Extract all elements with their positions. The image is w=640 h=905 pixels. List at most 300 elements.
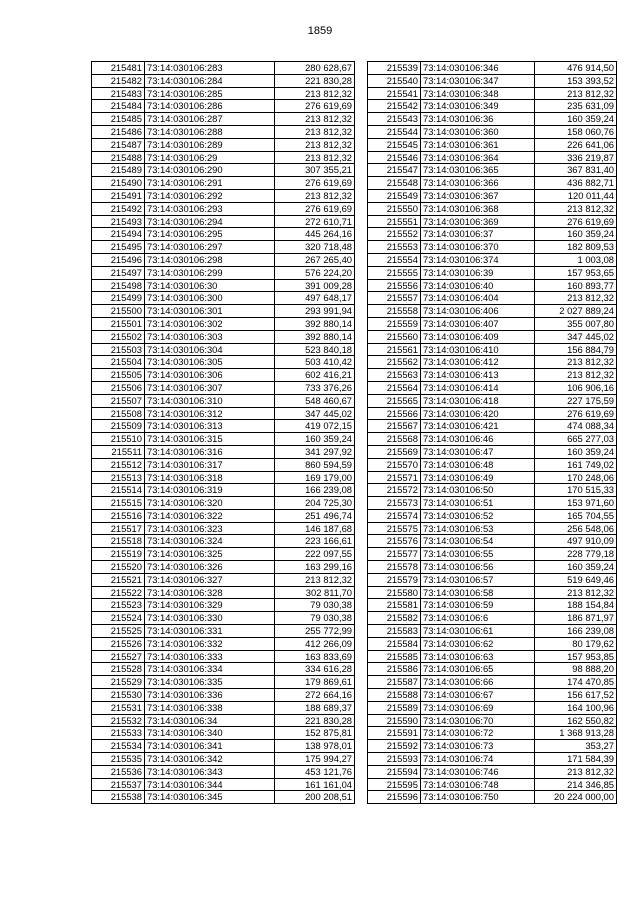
record-number-cell: 215517 — [92, 522, 145, 535]
cadastral-value-cell: 214 346,85 — [535, 778, 617, 791]
record-number-cell: 215490 — [92, 177, 145, 190]
cadastral-value-cell: 548 460,67 — [275, 394, 355, 407]
table-row — [368, 74, 617, 87]
record-number-cell: 215583 — [368, 625, 421, 638]
cadastral-number-cell: 73:14:030106:367 — [421, 189, 535, 202]
table-row — [368, 548, 617, 561]
record-number-cell: 215510 — [92, 433, 145, 446]
cadastral-number-cell: 73:14:030106:370 — [421, 241, 535, 254]
cadastral-value-cell: 165 704,55 — [535, 509, 617, 522]
record-number-cell: 215546 — [368, 151, 421, 164]
cadastral-value-cell: 161 161,04 — [275, 778, 355, 791]
table-row — [92, 189, 355, 202]
cadastral-value-cell: 182 809,53 — [535, 241, 617, 254]
table-row — [92, 100, 355, 113]
cadastral-number-cell: 73:14:030106:30 — [145, 279, 275, 292]
cadastral-value-cell: 157 953,65 — [535, 266, 617, 279]
cadastral-value-cell: 293 991,94 — [275, 305, 355, 318]
record-number-cell: 215584 — [368, 637, 421, 650]
record-number-cell: 215564 — [368, 381, 421, 394]
cadastral-value-cell: 213 812,32 — [535, 292, 617, 305]
record-number-cell: 215548 — [368, 177, 421, 190]
cadastral-number-cell: 73:14:030106:57 — [421, 573, 535, 586]
table-row — [368, 522, 617, 535]
table-row — [92, 509, 355, 522]
record-number-cell: 215592 — [368, 740, 421, 753]
table-row — [92, 765, 355, 778]
cadastral-value-cell: 213 812,32 — [535, 369, 617, 382]
cadastral-number-cell: 73:14:030106:366 — [421, 177, 535, 190]
cadastral-value-cell: 170 248,06 — [535, 471, 617, 484]
cadastral-number-cell: 73:14:030106:348 — [421, 87, 535, 100]
table-row — [92, 87, 355, 100]
table-row — [92, 241, 355, 254]
record-number-cell: 215507 — [92, 394, 145, 407]
record-number-cell: 215524 — [92, 612, 145, 625]
cadastral-value-cell: 503 410,42 — [275, 356, 355, 369]
record-number-cell: 215594 — [368, 765, 421, 778]
table-row — [368, 241, 617, 254]
cadastral-value-cell: 272 610,71 — [275, 215, 355, 228]
cadastral-number-cell: 73:14:030106:361 — [421, 138, 535, 151]
right-register-table — [367, 61, 617, 804]
record-number-cell: 215505 — [92, 369, 145, 382]
cadastral-number-cell: 73:14:030106:310 — [145, 394, 275, 407]
record-number-cell: 215519 — [92, 548, 145, 561]
table-row — [92, 740, 355, 753]
cadastral-value-cell: 223 166,61 — [275, 535, 355, 548]
cadastral-value-cell: 355 007,80 — [535, 317, 617, 330]
record-number-cell: 215513 — [92, 471, 145, 484]
cadastral-number-cell: 73:14:030106:748 — [421, 778, 535, 791]
record-number-cell: 215504 — [92, 356, 145, 369]
table-row — [368, 561, 617, 574]
cadastral-value-cell: 163 299,16 — [275, 561, 355, 574]
cadastral-number-cell: 73:14:030106:328 — [145, 586, 275, 599]
cadastral-number-cell: 73:14:030106:289 — [145, 138, 275, 151]
cadastral-value-cell: 453 121,76 — [275, 765, 355, 778]
cadastral-number-cell: 73:14:030106:300 — [145, 292, 275, 305]
cadastral-value-cell: 276 619,69 — [275, 100, 355, 113]
table-row — [92, 343, 355, 356]
cadastral-value-cell: 228 779,18 — [535, 548, 617, 561]
record-number-cell: 215575 — [368, 522, 421, 535]
cadastral-value-cell: 152 875,81 — [275, 727, 355, 740]
cadastral-value-cell: 221 830,28 — [275, 74, 355, 87]
table-row — [368, 266, 617, 279]
table-row — [368, 676, 617, 689]
record-number-cell: 215554 — [368, 253, 421, 266]
record-number-cell: 215520 — [92, 561, 145, 574]
cadastral-value-cell: 156 617,52 — [535, 689, 617, 702]
record-number-cell: 215593 — [368, 753, 421, 766]
table-row — [92, 369, 355, 382]
table-row — [368, 714, 617, 727]
table-row — [92, 407, 355, 420]
page-number: 1859 — [307, 25, 333, 37]
cadastral-value-cell: 602 416,21 — [275, 369, 355, 382]
cadastral-value-cell: 98 888,20 — [535, 663, 617, 676]
cadastral-value-cell: 272 664,16 — [275, 689, 355, 702]
cadastral-value-cell: 179 869,61 — [275, 676, 355, 689]
cadastral-value-cell: 158 060,76 — [535, 125, 617, 138]
cadastral-value-cell: 79 030,38 — [275, 599, 355, 612]
cadastral-number-cell: 73:14:030106:325 — [145, 548, 275, 561]
cadastral-value-cell: 213 812,32 — [275, 87, 355, 100]
record-number-cell: 215508 — [92, 407, 145, 420]
table-row — [368, 497, 617, 510]
cadastral-value-cell: 733 376,26 — [275, 381, 355, 394]
table-row — [92, 471, 355, 484]
table-row — [92, 778, 355, 791]
cadastral-value-cell: 213 812,32 — [535, 202, 617, 215]
record-number-cell: 215523 — [92, 599, 145, 612]
table-row — [368, 637, 617, 650]
cadastral-number-cell: 73:14:030106:320 — [145, 497, 275, 510]
cadastral-value-cell: 157 953,85 — [535, 650, 617, 663]
table-row — [92, 791, 355, 804]
cadastral-number-cell: 73:14:030106:293 — [145, 202, 275, 215]
table-row — [92, 535, 355, 548]
cadastral-number-cell: 73:14:030106:34 — [145, 714, 275, 727]
table-row — [368, 381, 617, 394]
cadastral-number-cell: 73:14:030106:374 — [421, 253, 535, 266]
cadastral-value-cell: 213 812,32 — [275, 151, 355, 164]
cadastral-value-cell: 80 179,62 — [535, 637, 617, 650]
table-row — [92, 612, 355, 625]
record-number-cell: 215497 — [92, 266, 145, 279]
cadastral-number-cell: 73:14:030106:312 — [145, 407, 275, 420]
record-number-cell: 215503 — [92, 343, 145, 356]
cadastral-number-cell: 73:14:030106:334 — [145, 663, 275, 676]
table-row — [368, 125, 617, 138]
cadastral-value-cell: 79 030,38 — [275, 612, 355, 625]
cadastral-number-cell: 73:14:030106:327 — [145, 573, 275, 586]
table-row — [368, 433, 617, 446]
cadastral-number-cell: 73:14:030106:6 — [421, 612, 535, 625]
cadastral-number-cell: 73:14:030106:324 — [145, 535, 275, 548]
record-number-cell: 215562 — [368, 356, 421, 369]
table-row — [92, 62, 355, 75]
cadastral-value-cell: 160 359,24 — [535, 113, 617, 126]
table-row — [92, 637, 355, 650]
record-number-cell: 215540 — [368, 74, 421, 87]
table-row — [368, 279, 617, 292]
record-number-cell: 215529 — [92, 676, 145, 689]
cadastral-number-cell: 73:14:030106:303 — [145, 330, 275, 343]
record-number-cell: 215574 — [368, 509, 421, 522]
cadastral-number-cell: 73:14:030106:46 — [421, 433, 535, 446]
record-number-cell: 215580 — [368, 586, 421, 599]
record-number-cell: 215560 — [368, 330, 421, 343]
cadastral-value-cell: 665 277,03 — [535, 433, 617, 446]
cadastral-value-cell: 367 831,40 — [535, 164, 617, 177]
record-number-cell: 215566 — [368, 407, 421, 420]
cadastral-number-cell: 73:14:030106:319 — [145, 484, 275, 497]
cadastral-number-cell: 73:14:030106:418 — [421, 394, 535, 407]
cadastral-value-cell: 174 470,85 — [535, 676, 617, 689]
table-row — [368, 253, 617, 266]
cadastral-value-cell: 106 906,16 — [535, 381, 617, 394]
table-row — [368, 689, 617, 702]
table-row — [368, 586, 617, 599]
cadastral-value-cell: 166 239,08 — [275, 484, 355, 497]
cadastral-number-cell: 73:14:030106:305 — [145, 356, 275, 369]
table-row — [92, 753, 355, 766]
table-row — [368, 62, 617, 75]
record-number-cell: 215538 — [92, 791, 145, 804]
table-row — [92, 561, 355, 574]
table-row — [368, 420, 617, 433]
record-number-cell: 215491 — [92, 189, 145, 202]
cadastral-number-cell: 73:14:030106:56 — [421, 561, 535, 574]
cadastral-value-cell: 153 971,60 — [535, 497, 617, 510]
table-row — [92, 305, 355, 318]
cadastral-value-cell: 419 072,15 — [275, 420, 355, 433]
cadastral-number-cell: 73:14:030106:74 — [421, 753, 535, 766]
cadastral-value-cell: 353,27 — [535, 740, 617, 753]
record-number-cell: 215541 — [368, 87, 421, 100]
cadastral-number-cell: 73:14:030106:285 — [145, 87, 275, 100]
cadastral-number-cell: 73:14:030106:52 — [421, 509, 535, 522]
cadastral-value-cell: 251 496,74 — [275, 509, 355, 522]
table-row — [368, 113, 617, 126]
record-number-cell: 215534 — [92, 740, 145, 753]
record-number-cell: 215509 — [92, 420, 145, 433]
cadastral-number-cell: 73:14:030106:294 — [145, 215, 275, 228]
table-row — [368, 151, 617, 164]
record-number-cell: 215522 — [92, 586, 145, 599]
cadastral-value-cell: 276 619,69 — [275, 202, 355, 215]
cadastral-number-cell: 73:14:030106:51 — [421, 497, 535, 510]
cadastral-value-cell: 161 749,02 — [535, 458, 617, 471]
cadastral-number-cell: 73:14:030106:54 — [421, 535, 535, 548]
table-row — [368, 458, 617, 471]
cadastral-number-cell: 73:14:030106:315 — [145, 433, 275, 446]
record-number-cell: 215515 — [92, 497, 145, 510]
record-number-cell: 215567 — [368, 420, 421, 433]
table-row — [92, 74, 355, 87]
cadastral-number-cell: 73:14:030106:347 — [421, 74, 535, 87]
cadastral-number-cell: 73:14:030106:67 — [421, 689, 535, 702]
record-number-cell: 215565 — [368, 394, 421, 407]
table-row — [92, 279, 355, 292]
record-number-cell: 215596 — [368, 791, 421, 804]
cadastral-number-cell: 73:14:030106:66 — [421, 676, 535, 689]
record-number-cell: 215573 — [368, 497, 421, 510]
cadastral-value-cell: 162 550,82 — [535, 714, 617, 727]
cadastral-value-cell: 307 355,21 — [275, 164, 355, 177]
cadastral-number-cell: 73:14:030106:342 — [145, 753, 275, 766]
cadastral-value-cell: 160 359,24 — [535, 561, 617, 574]
cadastral-number-cell: 73:14:030106:49 — [421, 471, 535, 484]
cadastral-value-cell: 146 187,68 — [275, 522, 355, 535]
record-number-cell: 215570 — [368, 458, 421, 471]
cadastral-number-cell: 73:14:030106:53 — [421, 522, 535, 535]
table-row — [368, 535, 617, 548]
cadastral-number-cell: 73:14:030106:421 — [421, 420, 535, 433]
record-number-cell: 215500 — [92, 305, 145, 318]
cadastral-number-cell: 73:14:030106:295 — [145, 228, 275, 241]
record-number-cell: 215532 — [92, 714, 145, 727]
cadastral-value-cell: 200 208,51 — [275, 791, 355, 804]
cadastral-number-cell: 73:14:030106:306 — [145, 369, 275, 382]
cadastral-value-cell: 213 812,32 — [275, 113, 355, 126]
record-number-cell: 215493 — [92, 215, 145, 228]
cadastral-value-cell: 392 880,14 — [275, 317, 355, 330]
record-number-cell: 215528 — [92, 663, 145, 676]
record-number-cell: 215576 — [368, 535, 421, 548]
record-number-cell: 215585 — [368, 650, 421, 663]
table-row — [368, 394, 617, 407]
cadastral-value-cell: 164 100,96 — [535, 701, 617, 714]
table-row — [92, 356, 355, 369]
record-number-cell: 215571 — [368, 471, 421, 484]
table-row — [368, 330, 617, 343]
table-row — [368, 509, 617, 522]
cadastral-value-cell: 213 812,32 — [275, 573, 355, 586]
record-number-cell: 215551 — [368, 215, 421, 228]
record-number-cell: 215481 — [92, 62, 145, 75]
cadastral-value-cell: 280 628,67 — [275, 62, 355, 75]
record-number-cell: 215587 — [368, 676, 421, 689]
table-row — [92, 125, 355, 138]
record-number-cell: 215582 — [368, 612, 421, 625]
record-number-cell: 215559 — [368, 317, 421, 330]
cadastral-number-cell: 73:14:030106:292 — [145, 189, 275, 202]
record-number-cell: 215535 — [92, 753, 145, 766]
cadastral-number-cell: 73:14:030106:331 — [145, 625, 275, 638]
cadastral-number-cell: 73:14:030106:407 — [421, 317, 535, 330]
record-number-cell: 215550 — [368, 202, 421, 215]
record-number-cell: 215563 — [368, 369, 421, 382]
left-register-table — [91, 61, 355, 804]
cadastral-value-cell: 188 154,84 — [535, 599, 617, 612]
table-row — [368, 484, 617, 497]
cadastral-number-cell: 73:14:030106:316 — [145, 445, 275, 458]
cadastral-value-cell: 497 910,09 — [535, 535, 617, 548]
cadastral-number-cell: 73:14:030106:326 — [145, 561, 275, 574]
cadastral-number-cell: 73:14:030106:287 — [145, 113, 275, 126]
record-number-cell: 215588 — [368, 689, 421, 702]
table-row — [92, 433, 355, 446]
cadastral-number-cell: 73:14:030106:47 — [421, 445, 535, 458]
cadastral-number-cell: 73:14:030106:333 — [145, 650, 275, 663]
record-number-cell: 215492 — [92, 202, 145, 215]
cadastral-value-cell: 120 011,44 — [535, 189, 617, 202]
table-row — [92, 228, 355, 241]
cadastral-value-cell: 255 772,99 — [275, 625, 355, 638]
cadastral-value-cell: 334 616,28 — [275, 663, 355, 676]
record-number-cell: 215514 — [92, 484, 145, 497]
record-number-cell: 215521 — [92, 573, 145, 586]
cadastral-value-cell: 186 871,97 — [535, 612, 617, 625]
record-number-cell: 215558 — [368, 305, 421, 318]
cadastral-number-cell: 73:14:030106:290 — [145, 164, 275, 177]
record-number-cell: 215543 — [368, 113, 421, 126]
cadastral-value-cell: 1 003,08 — [535, 253, 617, 266]
cadastral-number-cell: 73:14:030106:40 — [421, 279, 535, 292]
table-row — [92, 458, 355, 471]
cadastral-value-cell: 235 631,09 — [535, 100, 617, 113]
cadastral-value-cell: 302 811,70 — [275, 586, 355, 599]
cadastral-number-cell: 73:14:030106:288 — [145, 125, 275, 138]
record-number-cell: 215577 — [368, 548, 421, 561]
cadastral-value-cell: 221 830,28 — [275, 714, 355, 727]
cadastral-number-cell: 73:14:030106:360 — [421, 125, 535, 138]
table-row — [368, 765, 617, 778]
cadastral-number-cell: 73:14:030106:340 — [145, 727, 275, 740]
cadastral-number-cell: 73:14:030106:39 — [421, 266, 535, 279]
cadastral-number-cell: 73:14:030106:59 — [421, 599, 535, 612]
table-row — [92, 292, 355, 305]
table-row — [368, 317, 617, 330]
table-row — [368, 753, 617, 766]
record-number-cell: 215536 — [92, 765, 145, 778]
table-row — [92, 164, 355, 177]
record-number-cell: 215568 — [368, 433, 421, 446]
record-number-cell: 215516 — [92, 509, 145, 522]
table-row — [368, 471, 617, 484]
record-number-cell: 215556 — [368, 279, 421, 292]
table-row — [92, 676, 355, 689]
cadastral-number-cell: 73:14:030106:298 — [145, 253, 275, 266]
table-row — [92, 445, 355, 458]
cadastral-number-cell: 73:14:030106:302 — [145, 317, 275, 330]
cadastral-value-cell: 156 884,79 — [535, 343, 617, 356]
cadastral-number-cell: 73:14:030106:55 — [421, 548, 535, 561]
cadastral-value-cell: 138 978,01 — [275, 740, 355, 753]
table-row — [368, 189, 617, 202]
cadastral-value-cell: 213 812,32 — [535, 356, 617, 369]
table-row — [368, 305, 617, 318]
cadastral-number-cell: 73:14:030106:412 — [421, 356, 535, 369]
cadastral-number-cell: 73:14:030106:346 — [421, 62, 535, 75]
cadastral-number-cell: 73:14:030106:746 — [421, 765, 535, 778]
record-number-cell: 215525 — [92, 625, 145, 638]
table-row — [92, 215, 355, 228]
table-row — [368, 292, 617, 305]
cadastral-value-cell: 175 994,27 — [275, 753, 355, 766]
record-number-cell: 215533 — [92, 727, 145, 740]
table-row — [368, 100, 617, 113]
table-row — [92, 573, 355, 586]
record-number-cell: 215482 — [92, 74, 145, 87]
table-row — [92, 548, 355, 561]
cadastral-value-cell: 227 175,59 — [535, 394, 617, 407]
cadastral-number-cell: 73:14:030106:330 — [145, 612, 275, 625]
table-row — [368, 625, 617, 638]
cadastral-value-cell: 392 880,14 — [275, 330, 355, 343]
table-row — [92, 202, 355, 215]
table-row — [92, 522, 355, 535]
table-row — [368, 215, 617, 228]
record-number-cell: 215496 — [92, 253, 145, 266]
cadastral-number-cell: 73:14:030106:72 — [421, 727, 535, 740]
record-number-cell: 215485 — [92, 113, 145, 126]
record-number-cell: 215530 — [92, 689, 145, 702]
cadastral-value-cell: 860 594,59 — [275, 458, 355, 471]
cadastral-number-cell: 73:14:030106:750 — [421, 791, 535, 804]
cadastral-value-cell: 445 264,16 — [275, 228, 355, 241]
cadastral-number-cell: 73:14:030106:365 — [421, 164, 535, 177]
table-row — [368, 228, 617, 241]
cadastral-value-cell: 160 893,77 — [535, 279, 617, 292]
cadastral-value-cell: 347 445,02 — [535, 330, 617, 343]
cadastral-value-cell: 188 689,37 — [275, 701, 355, 714]
table-row — [92, 330, 355, 343]
table-row — [368, 727, 617, 740]
